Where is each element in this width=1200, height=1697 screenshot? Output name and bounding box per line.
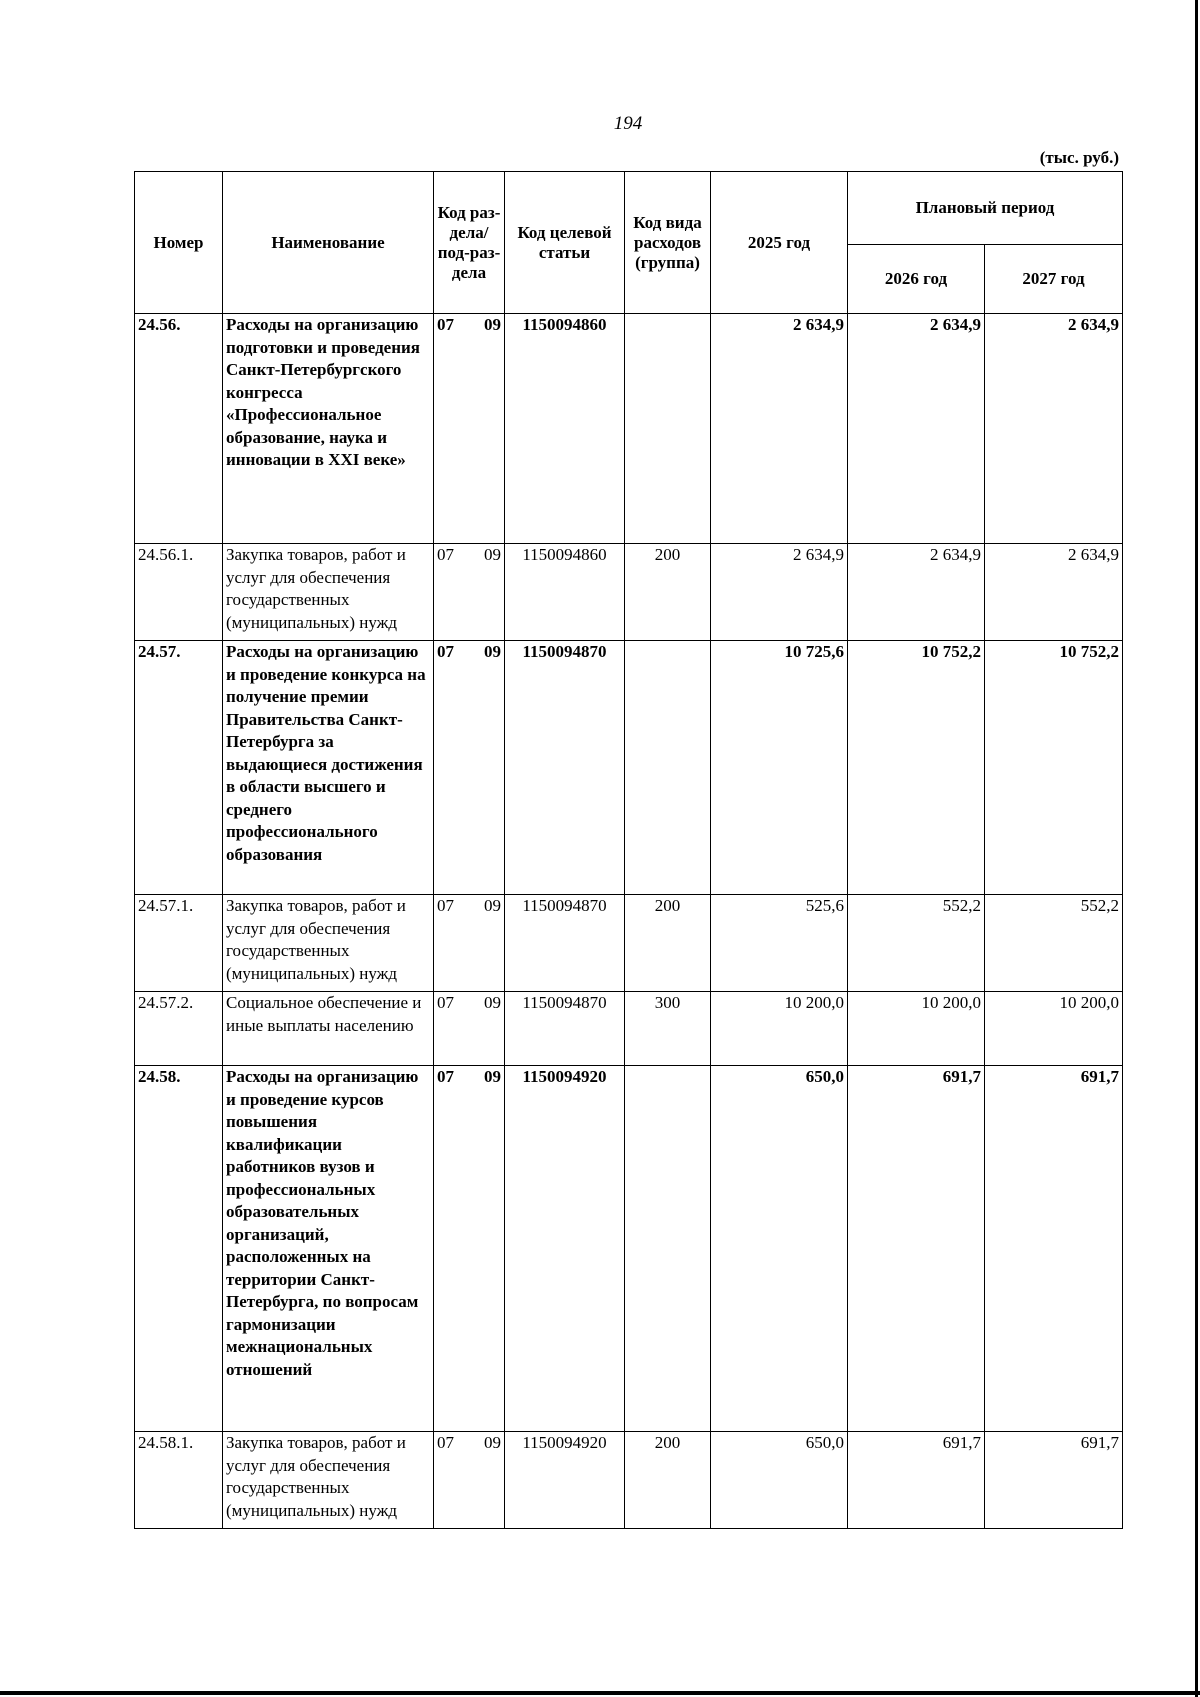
page-number: 194 xyxy=(613,113,643,134)
row-target-code: 1150094870 xyxy=(505,895,625,992)
row-expense-type: 300 xyxy=(625,992,711,1066)
row-target-code: 1150094920 xyxy=(505,1432,625,1529)
header-target-code: Код целевой статьи xyxy=(505,172,625,314)
row-amount-2026: 10 200,0 xyxy=(848,992,985,1066)
row-target-code: 1150094860 xyxy=(505,544,625,641)
row-section-code xyxy=(434,1432,505,1529)
row-section: 07 xyxy=(437,545,454,564)
header-number: Номер xyxy=(135,172,223,314)
row-amount-2026: 552,2 xyxy=(848,895,985,992)
row-amount-2026: 2 634,9 xyxy=(848,544,985,641)
row-expense-type xyxy=(625,641,711,895)
row-section-code xyxy=(434,1066,505,1432)
row-section-code xyxy=(434,641,505,895)
row-name: Закупка товаров, работ и услуг для обеспечения государственных (муниципальных) нужд xyxy=(223,895,434,992)
row-number: 24.57.1. xyxy=(135,895,223,992)
row-amount-2025: 10 725,6 xyxy=(711,641,848,895)
row-section: 07 xyxy=(437,642,454,661)
row-target-code: 1150094870 xyxy=(505,641,625,895)
row-expense-type: 200 xyxy=(625,544,711,641)
header-name: Наименование xyxy=(223,172,434,314)
row-amount-2027: 691,7 xyxy=(985,1432,1123,1529)
row-subsection: 09 xyxy=(484,545,501,564)
row-amount-2026: 10 752,2 xyxy=(848,641,985,895)
row-amount-2025: 2 634,9 xyxy=(711,314,848,544)
row-expense-type: 200 xyxy=(625,1432,711,1529)
row-name: Расходы на организацию подготовки и проведения Санкт-Петербургского конгресса «Профессиональное образование, наука и инновации в XXI веке» xyxy=(223,314,434,544)
row-subsection: 09 xyxy=(484,1067,501,1086)
row-subsection: 09 xyxy=(484,315,501,334)
table-row xyxy=(135,544,1123,641)
row-name: Расходы на организацию и проведение курсов повышения квалификации работников вузов и профессиональных образовательных организаций, расположенных на территории Санкт-Петербурга, по вопросам гармонизации межнациональных отношений xyxy=(223,1066,434,1432)
row-number: 24.58.1. xyxy=(135,1432,223,1529)
header-year-2025: 2025 год xyxy=(711,172,848,314)
header-planned-period: Плановый период xyxy=(848,172,1123,245)
row-section-code xyxy=(434,895,505,992)
row-expense-type xyxy=(625,1066,711,1432)
row-name: Закупка товаров, работ и услуг для обеспечения государственных (муниципальных) нужд xyxy=(223,544,434,641)
row-section-code xyxy=(434,314,505,544)
row-amount-2026: 691,7 xyxy=(848,1432,985,1529)
row-amount-2027: 10 200,0 xyxy=(985,992,1123,1066)
row-subsection: 09 xyxy=(484,896,501,915)
units-label: (тыс. руб.) xyxy=(1039,148,1119,167)
page-edge-bottom xyxy=(0,1691,1200,1695)
row-amount-2026: 691,7 xyxy=(848,1066,985,1432)
row-amount-2027: 2 634,9 xyxy=(985,314,1123,544)
row-section: 07 xyxy=(437,896,454,915)
row-amount-2025: 650,0 xyxy=(711,1432,848,1529)
row-amount-2027: 691,7 xyxy=(985,1066,1123,1432)
row-target-code: 1150094870 xyxy=(505,992,625,1066)
row-amount-2025: 2 634,9 xyxy=(711,544,848,641)
row-expense-type: 200 xyxy=(625,895,711,992)
table-row xyxy=(135,314,1123,544)
row-amount-2027: 552,2 xyxy=(985,895,1123,992)
row-subsection: 09 xyxy=(484,1433,501,1452)
row-target-code: 1150094860 xyxy=(505,314,625,544)
row-amount-2027: 2 634,9 xyxy=(985,544,1123,641)
row-amount-2026: 2 634,9 xyxy=(848,314,985,544)
row-number: 24.57.2. xyxy=(135,992,223,1066)
header-year-2026: 2026 год xyxy=(848,245,985,314)
row-expense-type xyxy=(625,314,711,544)
budget-table xyxy=(134,171,1123,1529)
row-number: 24.56.1. xyxy=(135,544,223,641)
row-section: 07 xyxy=(437,1067,454,1086)
row-number: 24.58. xyxy=(135,1066,223,1432)
table-row xyxy=(135,895,1123,992)
row-section-code xyxy=(434,992,505,1066)
row-amount-2025: 650,0 xyxy=(711,1066,848,1432)
header-section-code: Код раз-дела/ под-раз-дела xyxy=(434,172,505,314)
row-name: Социальное обеспечение и иные выплаты населению xyxy=(223,992,434,1066)
row-name: Закупка товаров, работ и услуг для обеспечения государственных (муниципальных) нужд xyxy=(223,1432,434,1529)
table-row xyxy=(135,1066,1123,1432)
row-amount-2025: 525,6 xyxy=(711,895,848,992)
row-target-code: 1150094920 xyxy=(505,1066,625,1432)
row-subsection: 09 xyxy=(484,642,501,661)
row-amount-2027: 10 752,2 xyxy=(985,641,1123,895)
header-row xyxy=(135,172,1123,245)
row-name: Расходы на организацию и проведение конкурса на получение премии Правительства Санкт-Петербурга за выдающиеся достижения в области высшего и среднего профессионального образования xyxy=(223,641,434,895)
header-expense-type: Код вида расходов (группа) xyxy=(625,172,711,314)
page-edge-right xyxy=(1195,0,1198,1697)
row-section: 07 xyxy=(437,1433,454,1452)
header-year-2027: 2027 год xyxy=(985,245,1123,314)
row-section: 07 xyxy=(437,315,454,334)
table-body xyxy=(135,314,1123,1529)
row-section: 07 xyxy=(437,993,454,1012)
table-row xyxy=(135,992,1123,1066)
row-amount-2025: 10 200,0 xyxy=(711,992,848,1066)
row-subsection: 09 xyxy=(484,993,501,1012)
table-row xyxy=(135,1432,1123,1529)
table-row xyxy=(135,641,1123,895)
row-section-code xyxy=(434,544,505,641)
row-number: 24.57. xyxy=(135,641,223,895)
row-number: 24.56. xyxy=(135,314,223,544)
